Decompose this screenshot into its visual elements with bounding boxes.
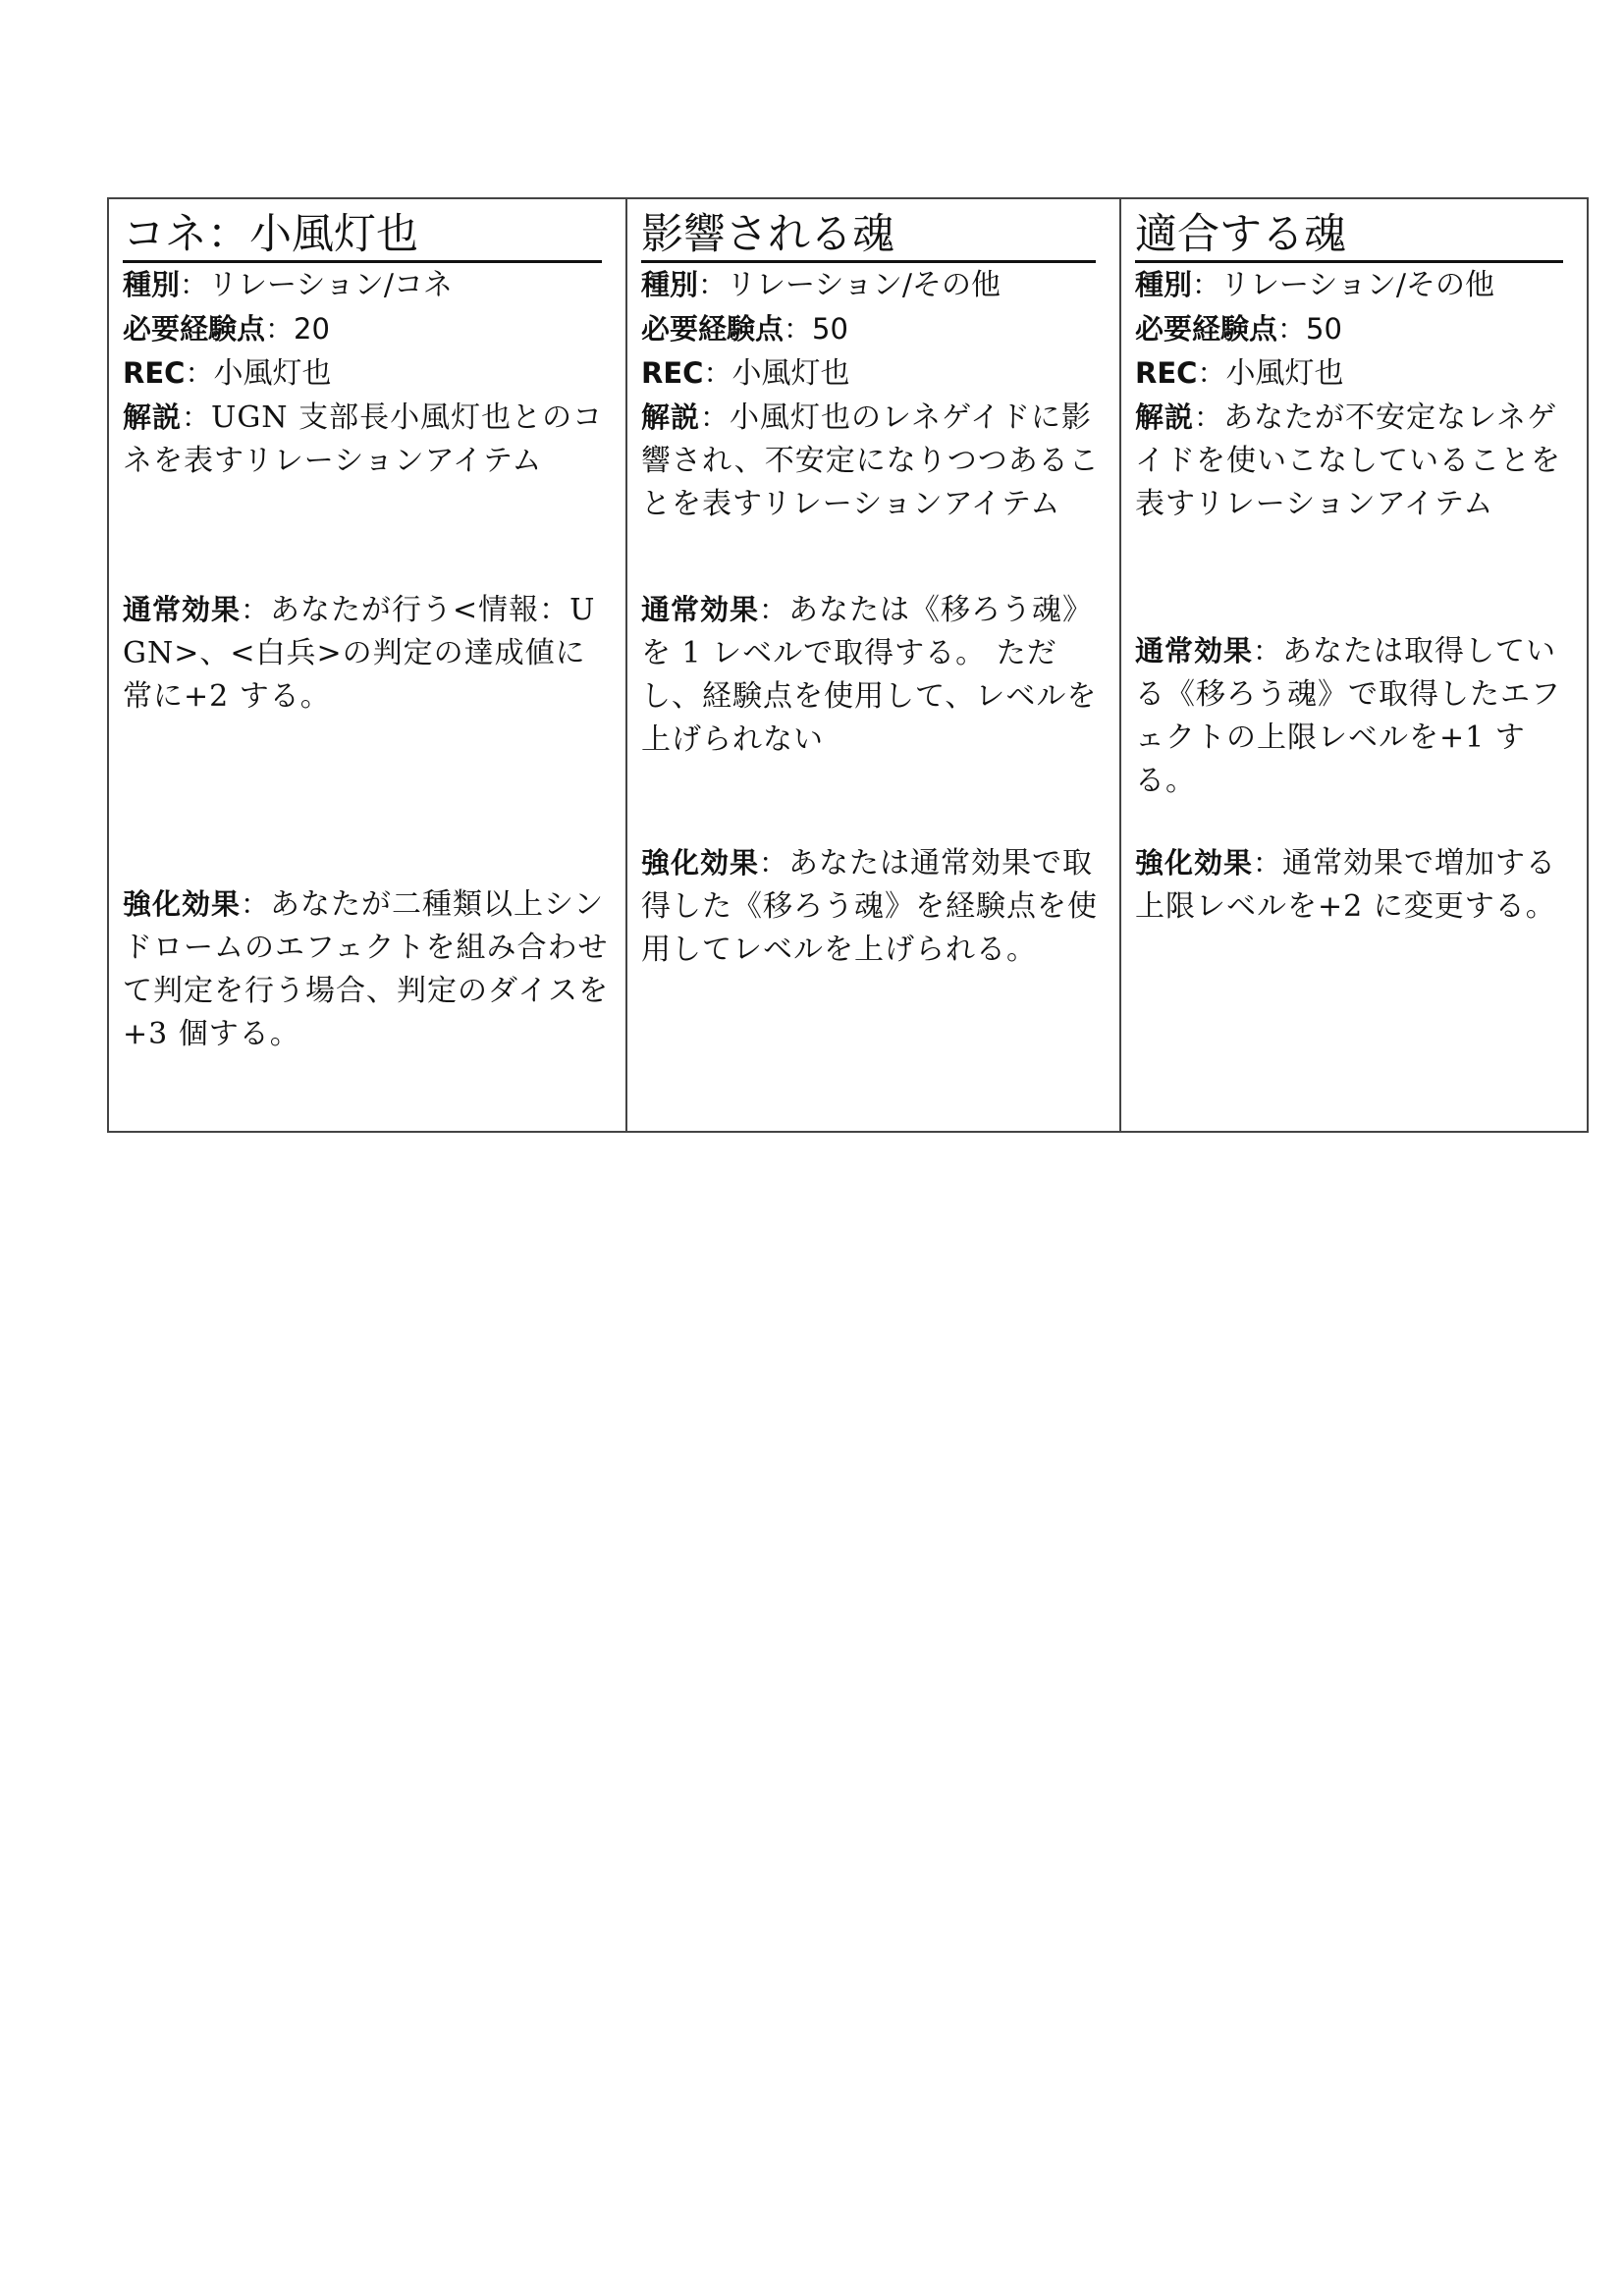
desc-field (641, 396, 1106, 526)
enhanced-effect-label: 強化効果 (1135, 846, 1254, 880)
relation-item-table (107, 197, 1589, 1133)
type-field (123, 263, 612, 307)
label-separator: ： (759, 846, 789, 880)
exp-field (123, 307, 612, 351)
label-separator: ： (703, 356, 732, 390)
exp-label: 必要経験点 (641, 312, 785, 346)
relation-card-compatible-soul (1119, 199, 1587, 1131)
normal-effect-label: 通常効果 (123, 593, 242, 626)
label-separator: ： (241, 593, 271, 626)
desc-label: 解説 (123, 400, 183, 434)
rec-value: 小風灯也 (213, 356, 332, 391)
label-separator: ： (185, 356, 214, 390)
enhanced-effect-value: あなたが二種類以上シンドロームのエフェクトを組み合わせて判定を行う場合、判定のダイスを+3 個する。 (123, 887, 610, 1051)
rec-field (123, 351, 612, 396)
exp-field (1135, 307, 1573, 351)
desc-field (123, 396, 612, 483)
relation-card-influenced-soul (625, 199, 1119, 1131)
enhanced-effect-value: あなたは通常効果で取得した《移ろう魂》を経験点を使用してレベルを上げられる。 (641, 846, 1098, 967)
label-separator: ： (1194, 400, 1224, 434)
card-title: 適合する魂 (1135, 209, 1563, 263)
label-separator: ： (1253, 846, 1283, 880)
rec-value: 小風灯也 (731, 356, 850, 391)
desc-value: UGN 支部長小風灯也とのコネを表すリレーションアイテム (123, 400, 604, 478)
type-label: 種別 (1135, 268, 1193, 301)
normal-effect-value: あなたは取得している《移ろう魂》で取得したエフェクトの上限レベルを+1 する。 (1135, 634, 1561, 798)
rec-label: REC (123, 356, 186, 390)
type-value: リレーション/その他 (727, 268, 1001, 302)
label-separator: ： (1277, 312, 1307, 346)
normal-effect-field (1135, 629, 1577, 803)
rec-label: REC (1135, 356, 1198, 390)
normal-effect-value: あなたは《移ろう魂》を 1 レベルで取得する。 ただし、経験点を使用して、レベルを上げられない (641, 593, 1098, 757)
rec-label: REC (641, 356, 704, 390)
label-separator: ： (784, 312, 813, 346)
label-separator: ： (698, 268, 728, 301)
type-field (641, 263, 1106, 307)
rec-value: 小風灯也 (1225, 356, 1344, 391)
exp-field (641, 307, 1106, 351)
desc-label: 解説 (641, 400, 701, 434)
type-value: リレーション/コネ (208, 268, 453, 302)
normal-effect-label: 通常効果 (1135, 634, 1254, 667)
label-separator: ： (265, 312, 295, 346)
exp-label: 必要経験点 (123, 312, 266, 346)
enhanced-effect-field (123, 882, 616, 1056)
relation-card-kone (109, 199, 625, 1131)
type-field (1135, 263, 1573, 307)
exp-label: 必要経験点 (1135, 312, 1278, 346)
desc-value: 小風灯也のレネゲイドに影響され、不安定になりつつあることを表すリレーションアイテム (641, 400, 1100, 521)
enhanced-effect-label: 強化効果 (123, 887, 242, 921)
rec-field (641, 351, 1106, 396)
label-separator: ： (1197, 356, 1226, 390)
card-title: コネ：小風灯也 (123, 209, 602, 263)
card-title: 影響される魂 (641, 209, 1096, 263)
normal-effect-label: 通常効果 (641, 593, 760, 626)
desc-label: 解説 (1135, 400, 1195, 434)
exp-value: 50 (812, 312, 848, 346)
type-value: リレーション/その他 (1220, 268, 1494, 302)
exp-value: 20 (294, 312, 330, 346)
label-separator: ： (182, 400, 212, 434)
type-label: 種別 (641, 268, 699, 301)
label-separator: ： (700, 400, 731, 434)
label-separator: ： (1192, 268, 1221, 301)
label-separator: ： (1253, 634, 1283, 667)
label-separator: ： (241, 887, 271, 921)
enhanced-effect-value: 通常効果で増加する上限レベルを+2 に変更する。 (1135, 846, 1557, 924)
exp-value: 50 (1306, 312, 1342, 346)
desc-value: あなたが不安定なレネゲイドを使いこなしていることを表すリレーションアイテム (1135, 400, 1561, 521)
enhanced-effect-field (641, 841, 1110, 972)
label-separator: ： (759, 593, 789, 626)
type-label: 種別 (123, 268, 181, 301)
enhanced-effect-label: 強化効果 (641, 846, 760, 880)
label-separator: ： (180, 268, 209, 301)
normal-effect-value: あなたが行う<情報：UGN>、<白兵>の判定の達成値に常に+2 する。 (123, 593, 596, 714)
desc-field (1135, 396, 1573, 526)
normal-effect-field (641, 588, 1110, 762)
rec-field (1135, 351, 1573, 396)
enhanced-effect-field (1135, 841, 1577, 929)
normal-effect-field (123, 588, 616, 719)
